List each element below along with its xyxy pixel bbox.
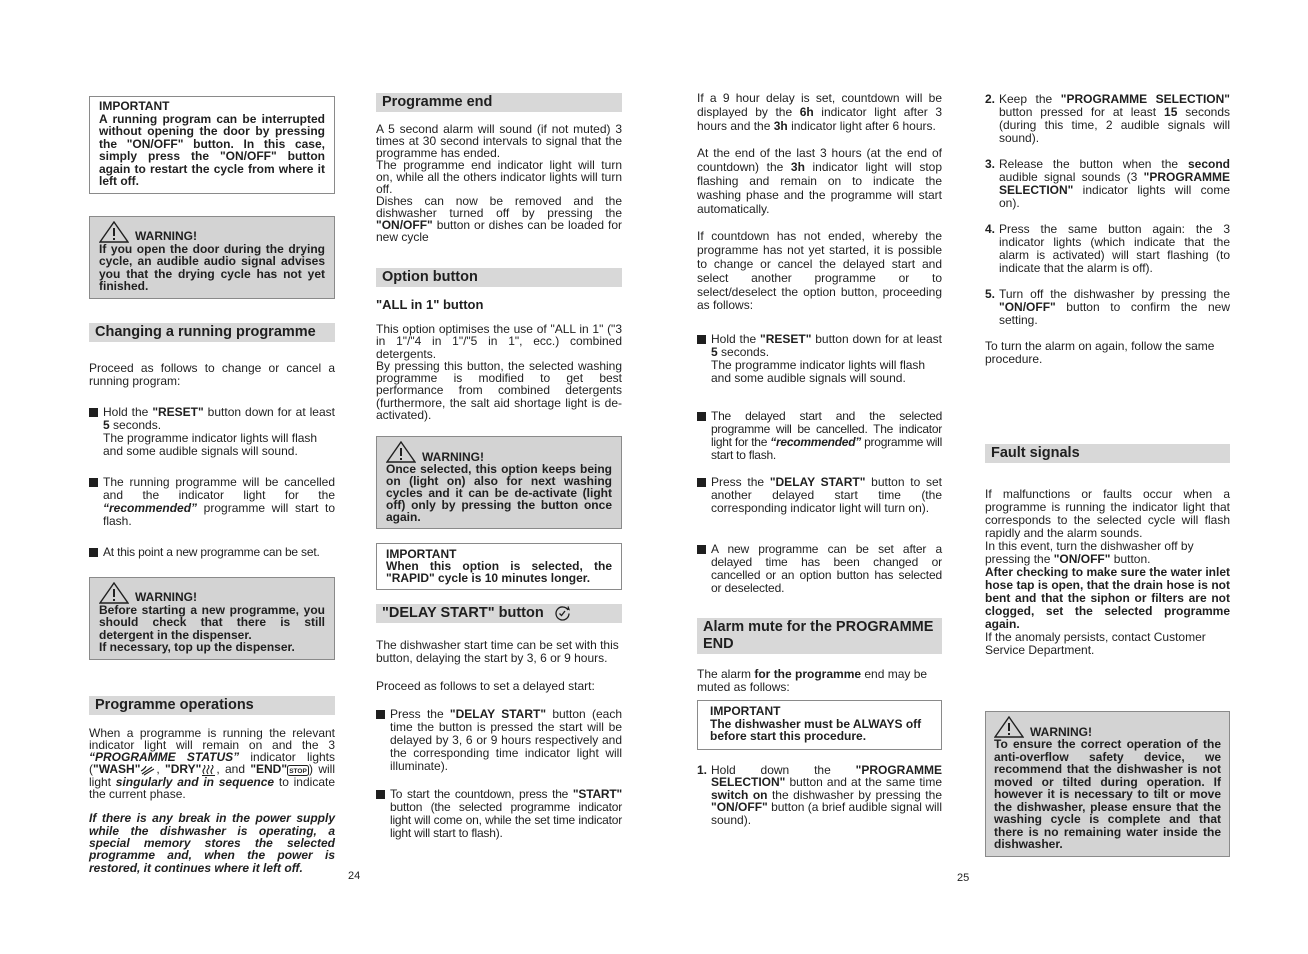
warning-triangle-icon xyxy=(99,221,129,243)
bullet-new-programme: At this point a new programme can be set. xyxy=(89,546,335,559)
warning-triangle-icon xyxy=(99,582,129,604)
bullet-square-icon xyxy=(89,408,98,417)
section-heading-delay-start: "DELAY START" button xyxy=(376,604,622,623)
column-1 xyxy=(89,96,335,874)
bullet-square-icon xyxy=(697,412,706,421)
bullet-hold-reset-delay: Hold the "RESET" button down for at least 5 seconds. The programme indicator lights will flash and some audible signals will sound. xyxy=(697,333,942,385)
important-title: IMPORTANT xyxy=(99,99,170,113)
warning-box-option: WARNING! Once selected, this option keeps being on (light on) also for next washing cycles and it can be de-activate (light off) only by pressing the button once again. xyxy=(376,436,622,529)
step-5: 5. Turn off the dishwasher by pressing the "ON/OFF" button to confirm the new setting. xyxy=(985,287,1230,327)
column-4: 2. Keep the "PROGRAMME SELECTION" button pressed for at least 15 seconds (during this time, 2 audible signals will sound). 3. Release the button when the second audible signal sounds (3 "PROGRAMME SELECTION" indicator lights will come on). 4. Press the same button again: the 3 indicator lights (which indicate that the alarm is activated) will start flashing (to indicate that the alarm is off). 5. Turn off the dishwasher by pressing the "ON/OFF" button to confirm the new setting. To turn the alarm on again, follow the same procedure. Fault signals If malfunctions or faults occur when a programme is running the indicator light that corresponds to the selected cycle will flash rapidly and the alarm sounds. In this event, turn the dishwasher off by pressing the "ON/OFF" button. After checking to make sure the water inlet hose tap is open, that the drain hose is not bent and that the siphon or filters are not clogged, set the selected programme again. If the anomaly persists, contact Customer Service Department. WARNING! To ensure the correct operation of the anti-overflow safety device, we recommend that the dishwasher is not moved or tilted during operation. If however it is necessary to tilt or move the dishwasher, please ensure that the washing cycle is complete and that there is no remaining water inside the dishwasher. xyxy=(985,93,1230,857)
warning-triangle-icon xyxy=(994,716,1024,738)
page-number-25: 25 xyxy=(957,872,970,884)
section-heading-changing: Changing a running programme xyxy=(89,323,335,342)
bullet-square-icon xyxy=(376,710,385,719)
bullet-delay-cancelled: The delayed start and the selected programme will be cancelled. The indicator light for the “recommended” programme will start to flash. xyxy=(697,410,942,462)
option-subheading: "ALL in 1" button xyxy=(376,297,484,312)
column-3: If a 9 hour delay is set, countdown will be displayed by the 6h indicator light after 3 hours and the 3h indicator light after 6 hours. At the end of the last 3 hours (at the end of countdown) the 3h indicator light will stop flashing and remain on to indicate the washing phase and the programme will start automatically. If countdown has not ended, whereby the programme has not yet started, it is possible to change or cancel the delayed start and select another programme or to select/deselect the option button, proceeding as follows: Hold the "RESET" button down for at least 5 seconds. The programme indicator lights will flash and some audible signals will sound. The delayed start and the selected programme will be cancelled. The indicator light for the “recommended” programme will start to flash. Press the "DELAY START" button to set another delayed start time (the corresponding indicator light will turn on). A new programme can be set after a delayed time has been changed or cancelled or an option button has selected or deselected. Alarm mute for the PROGRAMME END The alarm for the programme end may be muted as follows: IMPORTANT The dishwasher must be ALWAYS off before start this procedure. 1. Hold down the "PROGRAMME SELECTION" button and at the same time switch on the dishwasher by pressing the "ON/OFF" button (a brief audible signal will sound). xyxy=(697,91,942,827)
important-box-rapid: IMPORTANT When this option is selected, the "RAPID" cycle is 10 minutes longer. xyxy=(376,543,622,590)
svg-text:STOP: STOP xyxy=(289,767,307,775)
bullet-hold-reset: Hold the "RESET" button down for at least 5 seconds. The programme indicator lights will flash and some audible signals will sound. xyxy=(89,406,335,458)
section-heading-operations: Programme operations xyxy=(89,696,335,715)
bullet-square-icon xyxy=(376,790,385,799)
section-heading-option: Option button xyxy=(376,268,622,287)
warning-box-detergent: WARNING! Before starting a new programme, you should check that there is still detergent in the dispenser. If necessary, top up the dispenser. xyxy=(89,577,335,660)
page-number-24: 24 xyxy=(348,870,361,882)
warning-box-anti-overflow: WARNING! To ensure the correct operation of the anti-overflow safety device, we recommend that the dishwasher is not moved or tilted during operation. If however it is necessary to tilt or move the dishwasher, please ensure that the washing cycle is complete and that there is no remaining water inside the dishwasher. xyxy=(985,711,1230,857)
warning-box-door xyxy=(89,216,335,299)
step-3: 3. Release the button when the second audible signal sounds (3 "PROGRAMME SELECTION" indicator lights will come on). xyxy=(985,157,1230,210)
section-heading-fault-signals: Fault signals xyxy=(985,444,1230,463)
important-box-interrupt xyxy=(89,96,335,194)
operations-paragraph: When a programme is running the relevant indicator light will remain on and the 3 “PROGRAMME STATUS” indicator lights ("WASH" , "DRY" , and "END" STOP ) will light singularly and in sequence to indicate the current phase. xyxy=(89,725,336,802)
step-1: 1. Hold down the "PROGRAMME SELECTION" button and at the same time switch on the dishwasher by pressing the "ON/OFF" button (a brief audible signal will sound). xyxy=(697,762,942,827)
warning-body: If you open the door during the drying cycle, an audible audio signal advises you that the drying cycle has not yet finished. xyxy=(99,241,325,293)
delay-clock-icon xyxy=(554,605,571,622)
bullet-square-icon xyxy=(89,478,98,487)
bullet-cancelled: The running programme will be cancelled and the indicator light for the “recommended” programme will start to flash. xyxy=(89,476,335,528)
section-heading-programme-end: Programme end xyxy=(376,93,622,112)
changing-intro: Proceed as follows to change or cancel a running program: xyxy=(89,360,335,388)
power-break-paragraph: If there is any break in the power supply while the dishwasher is operating, a special memory stores the selected programme and, when the power is restored, it continues where it left off. xyxy=(89,811,335,875)
column-2: Programme end A 5 second alarm will sound (if not muted) 3 times at 30 second intervals to signal that the programme has ended. The programme end indicator light will turn on, while all the others indicator lights will turn off. Dishes can now be removed and the dishwasher turned off by pressing the "ON/OFF" button or dishes can be loaded for new cycle Option button "ALL in 1" button This option optimises the use of "ALL in 1" ("3 in 1"/"4 in 1"/"5 in 1", ecc.) combined detergents. By pressing this button, the selected washing programme is modified to get best performance from combined detergents (furthermore, the salt aid shortage light is de-activated). WARNING! Once selected, this option keeps being on (light on) also for next washing cycles and it can be de-activate (light off) only by pressing the button once again. IMPORTANT When this option is selected, the "RAPID" cycle is 10 minutes longer. "DELAY START" button The dishwasher start time can be set with this button, delaying the start by 3, 6 or 9 hours. Proceed as follows to set a delayed start: Press the "DELAY START" button (each time the button is pressed the start will be delayed by 3, 6 or 9 hours respectively and the corresponding time indicator light will illuminate). To start the countdown, press the "START" button (the selected programme indicator light will come on, while the set time indicator light will start to flash). xyxy=(376,94,622,841)
bullet-square-icon xyxy=(89,548,98,557)
section-heading-alarm-mute: Alarm mute for the PROGRAMME END xyxy=(697,618,942,654)
bullet-square-icon xyxy=(697,335,706,344)
bullet-square-icon xyxy=(697,478,706,487)
important-box-always-off: IMPORTANT The dishwasher must be ALWAYS off before start this procedure. xyxy=(697,700,942,750)
bullet-new-programme-delay: A new programme can be set after a delayed time has been changed or cancelled or an option button has selected or deselected. xyxy=(697,543,942,595)
warning-title: WARNING! xyxy=(135,229,197,243)
bullet-square-icon xyxy=(697,545,706,554)
bullet-press-delay-again: Press the "DELAY START" button to set another delayed start time (the corresponding indicator light will turn on). xyxy=(697,476,942,515)
bullet-press-start: To start the countdown, press the "START" button (the selected programme indicator light will come on, while the set time indicator light will start to flash). xyxy=(376,788,622,840)
important-body: A running program can be interrupted without opening the door by pressing the "ON/OFF" button. In this case, simply press the "ON/OFF" button again to restart the cycle from where it left off. xyxy=(99,111,325,188)
warning-triangle-icon xyxy=(386,441,416,463)
step-2: 2. Keep the "PROGRAMME SELECTION" button pressed for at least 15 seconds (during this time, 2 audible signals will sound). xyxy=(985,92,1230,145)
bullet-press-delay-start: Press the "DELAY START" button (each time the button is pressed the start will be delayed by 3, 6 or 9 hours respectively and the corresponding time indicator light will illuminate). xyxy=(376,708,622,773)
step-4: 4. Press the same button again: the 3 indicator lights (which indicate that the alarm is activated) will start flashing (to indicate that the alarm is off). xyxy=(985,222,1230,275)
